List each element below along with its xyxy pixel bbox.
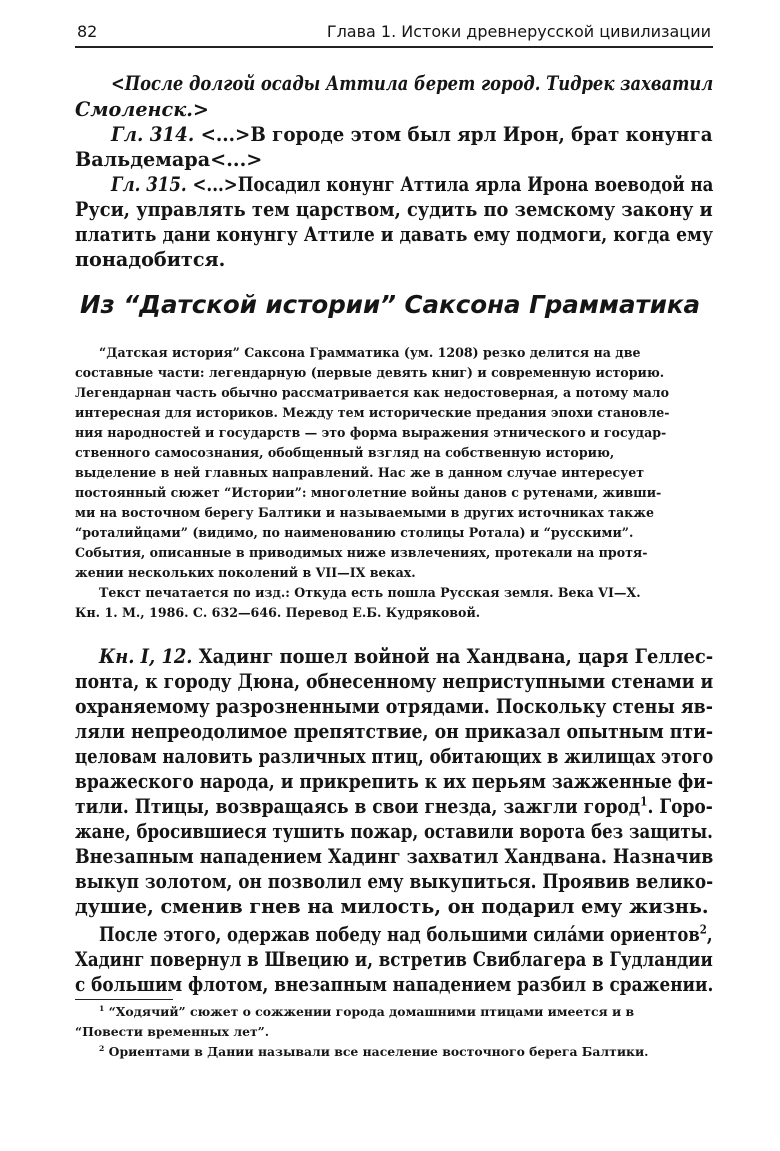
footnote-1-number: 1 [99, 1004, 105, 1014]
body-line: охраняемому разрозненными отрядами. Поскольку стены яв- [75, 695, 713, 718]
body-line: жане, бросившиеся тушить пожар, оставили ворота без защиты. [75, 820, 713, 843]
intro-line: ния народностей и государств — это форма выражения этнического и государ- [75, 425, 667, 440]
body-line [75, 795, 713, 818]
body-line: с большим флотом, внезапным нападением разбил в сражении. [75, 973, 714, 996]
body-line [99, 645, 713, 668]
running-header [75, 20, 713, 48]
intro-line: События, описанные в приводимых ниже извлечениях, протекали на протя- [75, 545, 648, 560]
body-line: душие, сменив гнев на милость, он подарил ему жизнь. [75, 895, 709, 918]
body-line: ляли непреодолимое препятствие, он приказал опытным пти- [75, 720, 714, 743]
chapter-314-text: <...>В городе этом был ярл Ирон, брат конунга [194, 123, 713, 146]
chapter-314-line-2: Вальдемара<...> [75, 148, 263, 171]
body-line-text: . Горо- [647, 795, 713, 818]
footnote-1-line-2: “Повести временных лет”. [75, 1024, 270, 1039]
body-line: Хадинг повернул в Швецию и, встретив Свиблагера в Гудландии [75, 948, 713, 971]
chapter-315-line-2: Руси, управлять тем царством, судить по земскому закону и [75, 198, 713, 221]
intro-line: постоянный сюжет “Истории”: многолетние войны данов с рутенами, живши- [75, 485, 662, 500]
quote-line-2: Смоленск.> [75, 98, 209, 121]
section-title: Из “Датской истории” Саксона Грамматика [80, 290, 701, 319]
running-title: Глава 1. Истоки древнерусской цивилизации [326, 22, 711, 41]
intro-source-line: Кн. 1. М., 1986. С. 632—646. Перевод Е.Б. Кудряковой. [75, 605, 481, 620]
body-line [99, 923, 713, 946]
intro-source-line: Текст печатается по изд.: Откуда есть пошла Русская земля. Века VI—X. [99, 585, 641, 600]
body-line: целовам наловить различных птиц, обитающих в жилищах этого [75, 745, 714, 768]
chapter-315-text: <...>Посадил конунг Аттила ярла Ирона воеводой на [186, 173, 714, 196]
footnote-1-text: “Ходячий” сюжет о сожжении города домашними птицами имеется и в [104, 1004, 635, 1019]
intro-line: интересная для историков. Между тем исторические предания эпохи становле- [75, 405, 670, 420]
page-number: 82 [77, 22, 98, 41]
intro-line: составные части: легендарную (первые девять книг) и современную историю. [75, 365, 665, 380]
footnote-marker-2: 2 [699, 922, 707, 937]
intro-line: Легендарнан часть обычно рассматривается как недостоверная, а потому мало [75, 385, 670, 400]
footnote-rule [75, 999, 173, 1000]
footnote-2-text: Ориентами в Дании называли все население восточного берега Балтики. [104, 1044, 649, 1059]
body-line-text: , [706, 923, 713, 946]
quote-line-1: <После долгой осады Аттила берет город. Тидрек захватил [111, 72, 714, 95]
chapter-315-line [111, 173, 713, 196]
body-line-text: тили. Птицы, возвращаясь в свои гнезда, зажгли город [75, 795, 641, 818]
chapter-314-label: Гл. 314. [111, 123, 195, 146]
body-line: Внезапным нападением Хадинг захватил Хандвана. Назначив [75, 845, 714, 868]
intro-line: жении нескольких поколений в VII—IX веках. [75, 565, 416, 580]
footnote-1 [99, 1004, 634, 1019]
body-line: понта, к городу Дюна, обнесенному неприступными стенами и [75, 670, 714, 693]
body-line: вражеского народа, и прикрепить к их перьям зажженные фи- [75, 770, 714, 793]
chapter-315-line-3: платить дани конунгу Аттиле и давать ему подмоги, когда ему [75, 223, 713, 246]
body-line: выкуп золотом, он позволил ему выкупиться. Проявив велико- [75, 870, 714, 893]
intro-line: выделение в ней главных направлений. Нас же в данном случае интересует [75, 465, 645, 480]
intro-line: ми на восточном берегу Балтики и называемыми в других источниках также [75, 505, 654, 520]
body-line-text: Хадинг пошел войной на Хандвана, царя Геллес- [192, 645, 714, 668]
chapter-315-label: Гл. 315. [111, 173, 187, 196]
footnote-2-number: 2 [99, 1044, 105, 1054]
footnote-2 [99, 1044, 648, 1059]
chapter-314-line [111, 123, 713, 146]
footnote-marker-1: 1 [640, 794, 648, 809]
intro-line: “Датская история” Саксона Грамматика (ум. 1208) резко делится на две [99, 345, 641, 360]
intro-line: ственного самосознания, обобщенный взгляд на собственную историю, [75, 445, 615, 460]
intro-line: “роталийцами” (видимо, по наименованию столицы Ротала) и “русскими”. [75, 525, 634, 540]
body-line-text: После этого, одержав победу над большими силáми ориентов [99, 923, 700, 946]
book-reference: Кн. I, 12. [99, 645, 193, 668]
chapter-315-line-4: понадобится. [75, 248, 226, 271]
